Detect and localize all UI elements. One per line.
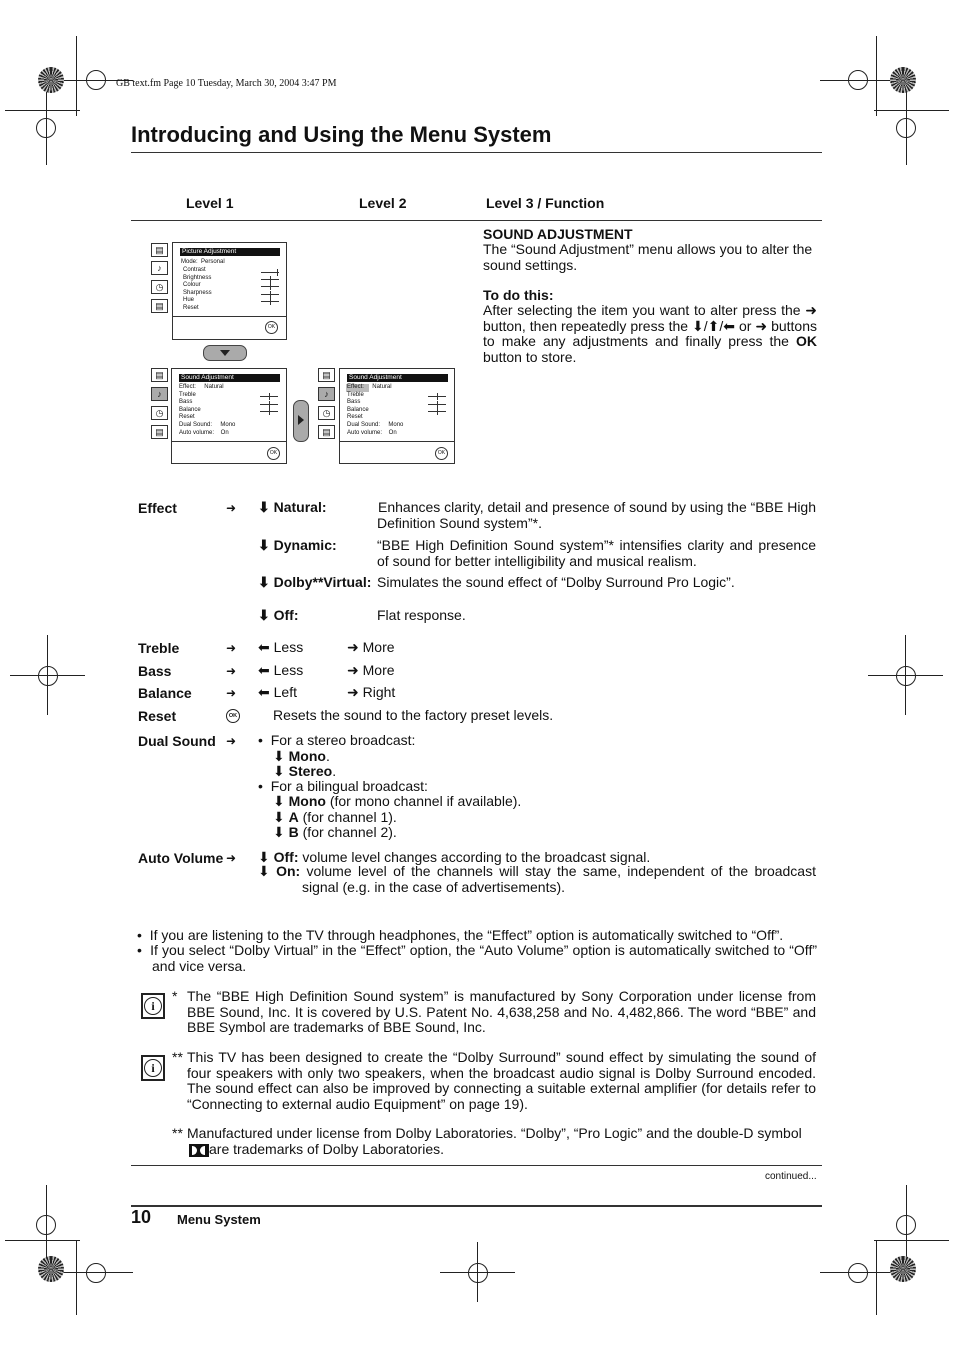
screen-item: Effect: Natural (179, 384, 224, 390)
bass-more: ➜ More (347, 662, 395, 678)
screen-title: Sound Adjustment (179, 374, 280, 382)
effect-label: Effect (138, 500, 177, 516)
sound-adjustment-intro: The “Sound Adjustment” menu allows you to alter the sound settings. (483, 241, 813, 273)
dual-option: ⬇ A (for channel 1). (273, 809, 397, 825)
dual-option: ⬇ Stereo. (273, 763, 337, 779)
screen-item: Bass (179, 399, 193, 406)
right-arrow-icon: ➜ (226, 501, 237, 515)
bottom-rule (131, 1165, 822, 1166)
footnote-mark: ** (172, 1049, 183, 1065)
effect-option-desc: Flat response. (377, 607, 466, 623)
screen-item: Balance (179, 406, 201, 413)
screen-mode: Mode: Personal (181, 259, 225, 265)
ok-icon: OK (435, 447, 448, 460)
right-arrow-icon (293, 400, 309, 442)
screen-item: Reset (179, 414, 195, 421)
effect-option-name: ⬇ Dynamic: (258, 537, 337, 553)
timer-icon: ◷ (151, 280, 168, 294)
sound-icon: ♪ (151, 261, 168, 275)
right-arrow-icon: ➜ (226, 641, 237, 655)
effect-option-name: ⬇ Off: (258, 607, 299, 623)
todo-heading: To do this: (483, 287, 554, 303)
footer-rule (131, 1205, 822, 1207)
header-level2: Level 2 (359, 195, 407, 211)
dual-option: ⬇ B (for channel 2). (273, 824, 397, 840)
treble-more: ➜ More (347, 639, 395, 655)
picture-icon: ▤ (151, 243, 168, 257)
reset-desc: Resets the sound to the factory preset levels. (273, 707, 554, 723)
timer-icon: ◷ (151, 406, 168, 420)
sound-icon: ♪ (318, 387, 335, 401)
footnote-mark: ** (172, 1125, 183, 1141)
header-level3: Level 3 / Function (486, 195, 605, 211)
screen-item: Colour (183, 282, 201, 289)
sound-adjustment-heading: SOUND ADJUSTMENT (483, 226, 633, 242)
screen-item: Dual Sound: Mono (347, 422, 404, 428)
auto-volume-off: ⬇ Off: volume level changes according to the broadcast signal. (258, 849, 651, 865)
effect-option-name: ⬇ Natural: (258, 499, 327, 515)
setup-icon: ▤ (151, 425, 168, 439)
screen-item: Hue (183, 297, 195, 304)
effect-option-desc: Simulates the sound effect of “Dolby Surround Pro Logic”. (377, 574, 735, 590)
info-icon: i (141, 1055, 165, 1081)
treble-less: ⬅ Less (258, 639, 304, 655)
todo-text: After selecting the item you want to alter press the ➜ button, then repeatedly press the ⬇/⬆/⬅ or ➜ buttons to make any adjustments and finally press the OK button to store. (483, 302, 817, 365)
footnote-mark: * (172, 988, 178, 1004)
picture-icon: ▤ (318, 368, 335, 382)
sound-icon: ♪ (151, 387, 168, 401)
footnote-dolby-license: Manufactured under license from Dolby Laboratories. “Dolby”, “Pro Logic” and the double-D symbol (187, 1125, 802, 1141)
footnote-bbe: The “BBE High Definition Sound system” is manufactured by Sony Corporation under license from BBE Sound, Inc. It is covered by U.S. Patent No. 4,638,258 and No. 4,482,866. The word “BBE” and BBE Symbol are trademarks of BBE Sound, Inc. (187, 988, 816, 1035)
dual-stereo-heading: • For a stereo broadcast: (258, 732, 416, 748)
treble-label: Treble (138, 640, 180, 656)
screen-item: Treble (347, 391, 364, 398)
balance-right: ➜ Right (347, 684, 396, 700)
ok-button-icon: OK (226, 709, 240, 723)
setup-icon: ▤ (318, 425, 335, 439)
footnote-dolby-surround: This TV has been designed to create the “Dolby Surround” sound effect by simulating the sound of four speakers with only two speakers, when the broadcast audio signal is Dolby Surround encoded. The sound effect can also be improved by connecting a suitable external amplifier (for details refer to “Connecting to external audio Equipment” on page 19). (187, 1049, 816, 1112)
ok-icon: OK (265, 321, 278, 334)
right-arrow-icon: ➜ (226, 851, 237, 865)
screen-item: Bass (347, 399, 361, 406)
title-rule (131, 152, 822, 153)
screen-item: Auto volume: On (347, 429, 397, 436)
screen-item: Contrast (183, 267, 206, 273)
dual-option: ⬇ Mono (for mono channel if available). (273, 793, 522, 809)
right-arrow-icon: ➜ (226, 664, 237, 678)
reset-label: Reset (138, 708, 177, 724)
screen-item: Treble (179, 391, 196, 398)
footnote-dolby-license-end: are trademarks of Dolby Laboratories. (209, 1141, 444, 1157)
note-bullet: • If you are listening to the TV through headphones, the “Effect” option is automatically switched to “Off”. (137, 927, 784, 943)
picture-icon: ▤ (151, 368, 168, 382)
dual-sound-label: Dual Sound (138, 733, 216, 749)
setup-icon: ▤ (151, 299, 168, 313)
dual-option: ⬇ Mono. (273, 748, 330, 764)
screen-item: Sharpness (183, 289, 212, 296)
auto-volume-label: Auto Volume (138, 850, 224, 866)
screen-item: Reset (183, 305, 199, 311)
timer-icon: ◷ (318, 406, 335, 420)
screen-item: Dual Sound: Mono (179, 422, 236, 428)
auto-volume-on: ⬇ On: volume level of the channels will stay the same, independent of the broadcast signal (e.g. in the case of advertisements). (258, 863, 816, 895)
dual-bilingual-heading: • For a bilingual broadcast: (258, 778, 428, 794)
screen-title: Sound Adjustment (347, 374, 448, 382)
file-header: GB text.fm Page 10 Tuesday, March 30, 2004 3:47 PM (116, 78, 337, 89)
screen-item: Reset (347, 414, 363, 421)
screen-item: Brightness (183, 274, 212, 281)
screen-item: Balance (347, 406, 369, 413)
right-arrow-icon: ➜ (226, 734, 237, 748)
ok-icon: OK (267, 447, 280, 460)
info-icon: i (141, 993, 165, 1019)
effect-option-desc: “BBE High Definition Sound system”* intensifies clarity and presence of sound for better intelligibility and musical realism. (377, 537, 816, 569)
right-arrow-icon: ➜ (226, 686, 237, 700)
screen-item: Effect: Natural (347, 384, 392, 390)
bass-label: Bass (138, 663, 172, 679)
balance-left: ⬅ Left (258, 684, 297, 700)
effect-option-name: ⬇ Dolby**Virtual: (258, 574, 372, 590)
balance-label: Balance (138, 685, 192, 701)
bass-less: ⬅ Less (258, 662, 304, 678)
down-arrow-icon (203, 345, 247, 361)
screen-title: Picture Adjustment (180, 248, 280, 256)
header-rule (131, 220, 822, 221)
page-number: 10 (131, 1207, 152, 1227)
continued-label: continued... (765, 1171, 817, 1182)
page-title: Introducing and Using the Menu System (131, 122, 552, 147)
effect-option-desc: Enhances clarity, detail and presence of sound by using the “BBE High Definition Sound system”*. (377, 499, 816, 531)
section-name: Menu System (177, 1212, 261, 1227)
note-bullet: • If you select “Dolby Virtual” in the “Effect” option, the “Auto Volume” option is automatically switched to “Off” and vice versa. (137, 942, 817, 974)
header-level1: Level 1 (186, 195, 234, 211)
dolby-double-d-logo (189, 1144, 209, 1157)
screen-item: Auto volume: On (179, 429, 229, 436)
